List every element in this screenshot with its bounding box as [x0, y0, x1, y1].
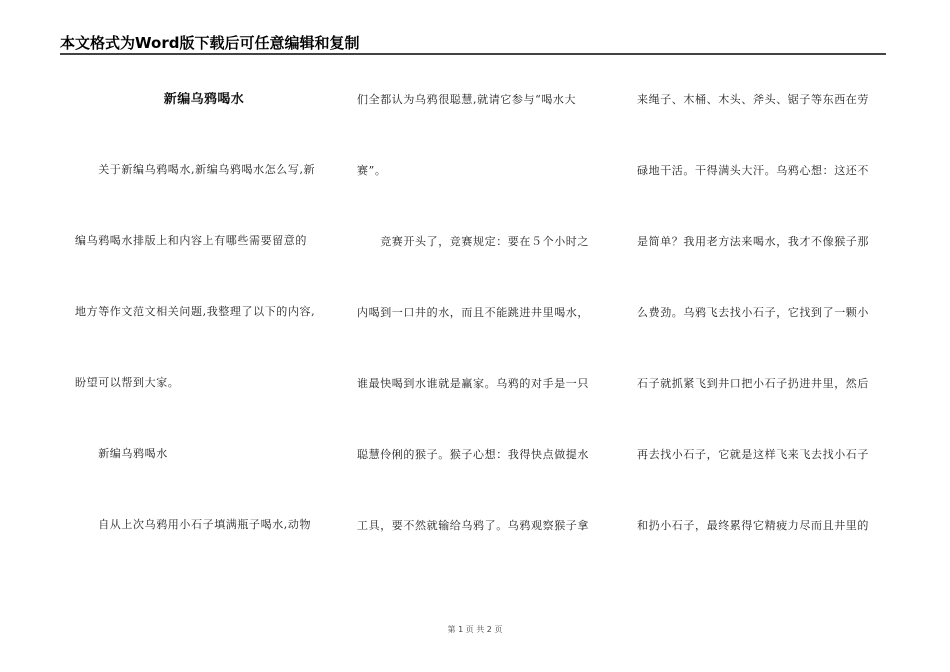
text-line: 竞赛开头了，竞赛规定：要在５个小时之: [357, 235, 589, 248]
text-line: 盼望可以帮到大家。: [75, 376, 180, 389]
text-line: 编乌鸦喝水排版上和内容上有哪些需要留意的: [75, 234, 307, 247]
text-line: 地方等作文范文相关问题,我整理了以下的内容,: [75, 305, 316, 318]
article-column-3: [637, 92, 895, 589]
text-line: 么费劲。乌鸦飞去找小石子，它找到了一颗小: [637, 306, 869, 319]
text-line: 内喝到一口井的水，而且不能跳进井里喝水，: [357, 306, 589, 319]
text-line: 赛”。: [357, 164, 387, 177]
header-rule: [60, 53, 886, 55]
text-line: 谁最快喝到水谁就是赢家。乌鸦的对手是一只: [357, 377, 589, 390]
text-line: 来绳子、木桶、木头、斧头、锯子等东西在劳: [637, 93, 869, 106]
text-line: 再去找小石子，它就是这样飞来飞去找小石子: [637, 448, 869, 461]
title-spacer: [75, 132, 333, 162]
text-line: 自从上次乌鸦用小石子填满瓶子喝水,动物: [75, 518, 312, 531]
text-line: 工具，要不然就输给乌鸦了。乌鸦观察猴子拿: [357, 519, 589, 532]
text-line: 新编乌鸦喝水: [75, 447, 168, 460]
text-line: 碌地干活。干得满头大汗。乌鸦心想：这还不: [637, 164, 869, 177]
article-column-1: [75, 92, 333, 588]
text-line: 石子就抓紧飞到井口把小石子扔进井里，然后: [637, 377, 869, 390]
text-line: 们全都认为乌鸦很聪慧,就请它参与“喝水大: [357, 93, 577, 106]
text-line: 聪慧伶俐的猴子。猴子心想：我得快点做提水: [357, 448, 589, 461]
page-number-footer: 第 1 页 共 2 页: [447, 625, 503, 634]
article-column-2: [357, 92, 615, 589]
article-title: 新编乌鸦喝水: [163, 92, 245, 107]
text-line: 和扔小石子，最终累得它精疲力尽而且井里的: [637, 519, 869, 532]
text-line: 关于新编乌鸦喝水,新编乌鸦喝水怎么写,新: [75, 163, 316, 176]
text-line: 是简单？我用老方法来喝水，我才不像猴子那: [637, 235, 869, 248]
page-header-banner: 本文格式为Word版下载后可任意编辑和复制: [60, 34, 360, 52]
